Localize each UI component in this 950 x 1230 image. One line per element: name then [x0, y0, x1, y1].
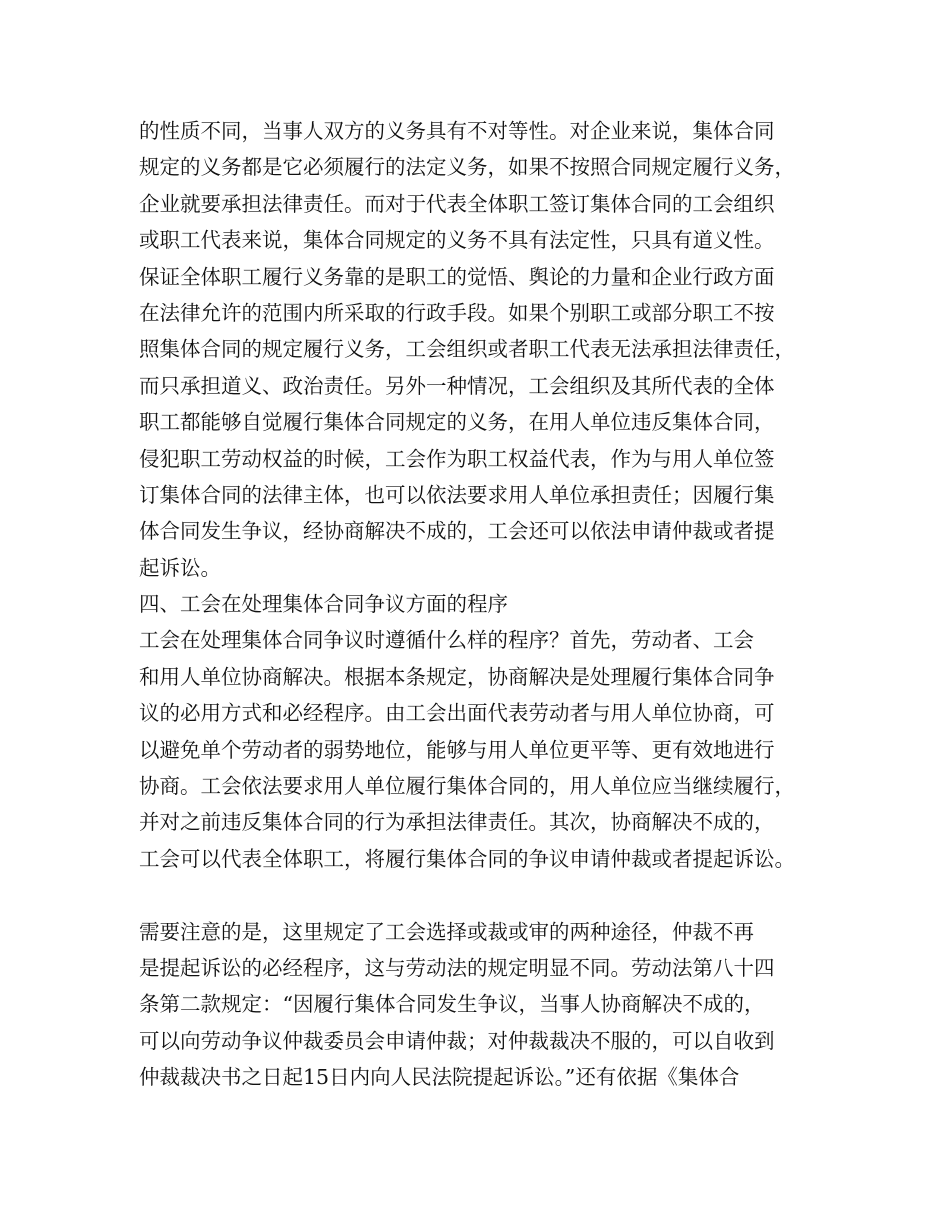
- text-line: 订集体合同的法律主体，也可以依法要求用人单位承担责任；因履行集: [139, 482, 775, 507]
- text-line: 议的必用方式和必经程序。由工会出面代表劳动者与用人单位协商，可: [139, 701, 775, 726]
- text-line: 仲裁裁决书之日起15日内向人民法院提起诉讼。”还有依据《集体合: [139, 1065, 740, 1090]
- text-line: 规定的义务都是它必须履行的法定义务，如果不按照合同规定履行义务，: [139, 155, 795, 180]
- text-line: 企业就要承担法律责任。而对于代表全体职工签订集体合同的工会组织: [139, 191, 775, 216]
- text-line: 侵犯职工劳动权益的时候，工会作为职工权益代表，作为与用人单位签: [139, 446, 775, 471]
- blank-line: [139, 877, 829, 913]
- text-line: 工会可以代表全体职工，将履行集体合同的争议申请仲裁或者提起诉讼。: [139, 846, 795, 871]
- text-line: 在法律允许的范围内所采取的行政手段。如果个别职工或部分职工不按: [139, 300, 775, 325]
- text-line: 可以向劳动争议仲裁委员会申请仲裁；对仲裁裁决不服的，可以自收到: [139, 1028, 775, 1053]
- text-line: 保证全体职工履行义务靠的是职工的觉悟、舆论的力量和企业行政方面: [139, 264, 775, 289]
- text-line: 并对之前违反集体合同的行为承担法律责任。其次，协商解决不成的，: [139, 810, 775, 835]
- text-line: 协商。工会依法要求用人单位履行集体合同的，用人单位应当继续履行，: [139, 774, 795, 799]
- text-line: 或职工代表来说，集体合同规定的义务不具有法定性，只具有道义性。: [139, 228, 775, 253]
- text-line: 照集体合同的规定履行义务，工会组织或者职工代表无法承担法律责任，: [139, 337, 795, 362]
- text-line: 职工都能够自觉履行集体合同规定的义务，在用人单位违反集体合同，: [139, 410, 775, 435]
- text-line: 是提起诉讼的必经程序，这与劳动法的规定明显不同。劳动法第八十四: [139, 955, 775, 980]
- text-line: 工会在处理集体合同争议时遵循什么样的程序？首先，劳动者、工会: [139, 628, 754, 653]
- text-line: 而只承担道义、政治责任。另外一种情况，工会组织及其所代表的全体: [139, 373, 775, 398]
- text-line: 体合同发生争议，经协商解决不成的，工会还可以依法申请仲裁或者提: [139, 519, 775, 544]
- text-line: 条第二款规定：“因履行集体合同发生争议，当事人协商解决不成的，: [139, 992, 765, 1017]
- text-line: 需要注意的是，这里规定了工会选择或裁或审的两种途径，仲裁不再: [139, 919, 754, 944]
- text-line: 和用人单位协商解决。根据本条规定，协商解决是处理履行集体合同争: [139, 664, 775, 689]
- text-line: 以避免单个劳动者的弱势地位，能够与用人单位更平等、更有效地进行: [139, 737, 775, 762]
- text-line: 的性质不同，当事人双方的义务具有不对等性。对企业来说，集体合同: [139, 119, 775, 143]
- section-heading: 四、工会在处理集体合同争议方面的程序: [139, 592, 508, 617]
- document-body: [139, 113, 829, 1096]
- text-line: 起诉讼。: [139, 555, 221, 580]
